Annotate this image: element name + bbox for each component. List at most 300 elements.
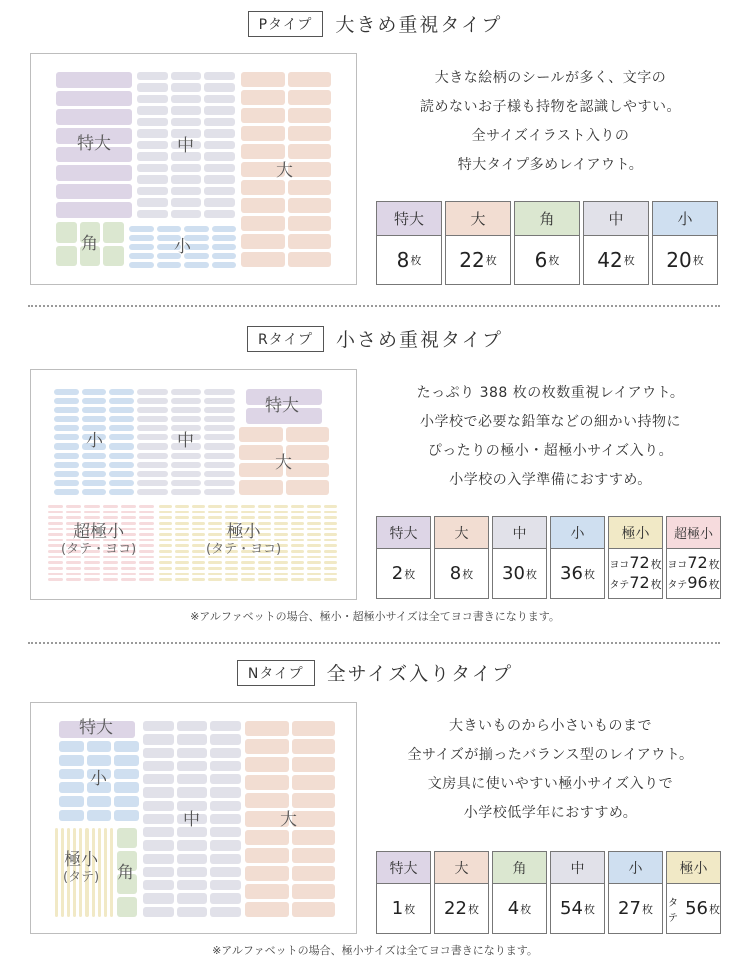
- n-count-number: 56: [685, 898, 708, 919]
- sticker-cell: [54, 434, 79, 440]
- sticker-cell: [204, 480, 235, 486]
- sticker-cell: [192, 573, 205, 576]
- p-count-unit: 枚: [548, 254, 560, 267]
- sticker-cell: [239, 427, 283, 442]
- r-count-header: 小: [551, 517, 604, 549]
- sticker-row: [48, 511, 154, 514]
- sticker-cell: [48, 578, 63, 581]
- n-label-gokusho: [63, 850, 99, 886]
- sticker-row: [129, 262, 236, 268]
- sticker-cell: [82, 462, 107, 468]
- sticker-cell: [177, 787, 208, 797]
- sticker-cell: [56, 246, 77, 267]
- p-sheet-layout: [30, 53, 357, 285]
- sticker-cell: [192, 516, 205, 519]
- r-count-value: [667, 549, 720, 598]
- sticker-cell: [204, 152, 235, 160]
- r-count-prefix: ヨコ: [609, 559, 630, 571]
- n-footnote: ※アルファベットの場合、極小サイズは全てヨコ書きになります。: [212, 944, 538, 957]
- sticker-cell: [82, 389, 107, 395]
- sticker-cell: [175, 533, 188, 536]
- sticker-cell: [171, 407, 202, 413]
- sticker-cell: [117, 828, 137, 848]
- sticker-row: [241, 90, 331, 105]
- sticker-row: [143, 893, 241, 903]
- sticker-cell: [121, 561, 136, 564]
- r-label-chogokusho: [61, 522, 136, 558]
- sticker-cell: [204, 443, 235, 449]
- sticker-cell: [307, 516, 320, 519]
- r-count-value: [609, 549, 662, 598]
- sticker-cell: [139, 544, 154, 547]
- sticker-cell: [241, 252, 285, 267]
- sticker-cell: [139, 573, 154, 576]
- sticker-cell: [54, 416, 79, 422]
- sticker-cell: [192, 556, 205, 559]
- sticker-cell: [307, 539, 320, 542]
- sticker-cell: [192, 544, 205, 547]
- sticker-cell: [204, 118, 235, 126]
- p-count-number: 42: [597, 248, 623, 272]
- sticker-cell: [121, 505, 136, 508]
- sticker-cell: [292, 757, 336, 772]
- p-count-chu: [583, 201, 649, 285]
- p-label-dai: 大: [276, 161, 293, 181]
- sticker-cell: [241, 511, 254, 514]
- n-desc-line: 全サイズが揃ったバランス型のレイアウト。: [407, 747, 694, 763]
- sticker-row: [137, 398, 235, 404]
- sticker-cell: [324, 505, 337, 508]
- n-count-header: 中: [551, 852, 604, 884]
- sticker-cell: [177, 880, 208, 890]
- sticker-row: [159, 567, 337, 570]
- sticker-cell: [212, 235, 237, 241]
- p-type-badge: Pタイプ: [248, 11, 324, 37]
- sticker-cell: [171, 175, 202, 183]
- sticker-cell: [324, 539, 337, 542]
- sticker-cell: [109, 443, 134, 449]
- sticker-cell: [274, 561, 287, 564]
- sticker-row: [241, 108, 331, 123]
- sticker-cell: [87, 755, 112, 766]
- sticker-cell: [84, 567, 99, 570]
- sticker-cell: [241, 90, 285, 105]
- n-count-value: [609, 884, 662, 933]
- sticker-cell: [288, 72, 332, 87]
- sticker-cell: [177, 734, 208, 744]
- r-count-unit: 枚: [404, 567, 416, 581]
- sticker-cell: [291, 533, 304, 536]
- sticker-cell: [139, 528, 154, 531]
- sticker-cell: [159, 556, 172, 559]
- sticker-cell: [103, 578, 118, 581]
- sticker-row: [143, 907, 241, 917]
- r-count-sho: [550, 516, 605, 599]
- sticker-cell: [137, 389, 168, 395]
- sticker-cell: [137, 407, 168, 413]
- sticker-row: [143, 761, 241, 771]
- sticker-cell: [324, 573, 337, 576]
- p-count-table: [376, 201, 718, 285]
- sticker-cell: [54, 425, 79, 431]
- sticker-cell: [177, 907, 208, 917]
- sticker-cell: [137, 489, 168, 495]
- sticker-cell: [241, 516, 254, 519]
- r-type-header: [0, 325, 750, 352]
- sticker-row: [48, 573, 154, 576]
- sticker-cell: [288, 180, 332, 195]
- sticker-cell: [82, 398, 107, 404]
- sticker-cell: [137, 187, 168, 195]
- sticker-cell: [291, 578, 304, 581]
- sticker-row: [143, 840, 241, 850]
- sticker-row: [137, 175, 235, 183]
- p-count-kado: [514, 201, 580, 285]
- sticker-cell: [192, 522, 205, 525]
- sticker-row: [143, 734, 241, 744]
- sticker-cell: [159, 573, 172, 576]
- sticker-cell: [258, 561, 271, 564]
- sticker-cell: [324, 516, 337, 519]
- sticker-cell: [137, 141, 168, 149]
- sticker-row: [241, 252, 331, 267]
- sticker-row: [143, 787, 241, 797]
- sticker-cell: [171, 164, 202, 172]
- sticker-cell: [184, 226, 209, 232]
- n-count-value: [377, 884, 430, 933]
- n-label-gokusho-main: 極小: [64, 850, 99, 870]
- sticker-cell: [139, 522, 154, 525]
- sticker-row: [241, 180, 331, 195]
- sticker-cell: [103, 561, 118, 564]
- sticker-cell: [225, 561, 238, 564]
- sticker-cell: [56, 72, 132, 88]
- p-label-chu: 中: [177, 136, 194, 156]
- n-label-dai: 大: [280, 810, 297, 830]
- n-count-unit: 枚: [641, 902, 653, 916]
- sticker-cell: [225, 505, 238, 508]
- sticker-cell: [286, 427, 330, 442]
- sticker-cell: [210, 748, 241, 758]
- sticker-cell: [87, 810, 112, 821]
- sticker-cell: [159, 578, 172, 581]
- sticker-cell: [59, 810, 84, 821]
- sticker-row: [137, 389, 235, 395]
- sticker-row: [245, 739, 335, 754]
- sticker-row: [159, 511, 337, 514]
- sticker-cell: [291, 516, 304, 519]
- p-description: [378, 64, 723, 180]
- sticker-cell: [143, 721, 174, 731]
- sticker-cell: [159, 533, 172, 536]
- sticker-cell: [143, 893, 174, 903]
- sticker-cell: [204, 434, 235, 440]
- sticker-cell: [192, 561, 205, 564]
- r-count-table: [376, 516, 721, 599]
- sticker-cell: [291, 561, 304, 564]
- n-count-value: [551, 884, 604, 933]
- sticker-cell: [159, 505, 172, 508]
- sticker-cell: [210, 787, 241, 797]
- sticker-cell: [121, 511, 136, 514]
- n-count-kado: [492, 851, 547, 934]
- sticker-cell: [171, 72, 202, 80]
- sticker-cell: [139, 533, 154, 536]
- r-count-tokudai: [376, 516, 431, 599]
- sticker-cell: [171, 471, 202, 477]
- sticker-cell: [66, 567, 81, 570]
- sticker-cell: [159, 539, 172, 542]
- n-count-value: [493, 884, 546, 933]
- sticker-cell: [137, 434, 168, 440]
- sticker-cell: [143, 787, 174, 797]
- sticker-cell: [241, 72, 285, 87]
- sticker-row: [48, 505, 154, 508]
- sticker-cell: [208, 578, 221, 581]
- sticker-cell: [143, 814, 174, 824]
- sticker-cell: [82, 489, 107, 495]
- sticker-row: [143, 748, 241, 758]
- n-count-unit: 枚: [520, 902, 532, 916]
- r-count-number: 72: [629, 552, 650, 572]
- r-count-unit: 枚: [708, 557, 720, 571]
- sticker-cell: [137, 416, 168, 422]
- sticker-cell: [171, 480, 202, 486]
- r-count-header: 特大: [377, 517, 430, 549]
- sticker-row: [241, 216, 331, 231]
- sticker-cell: [137, 462, 168, 468]
- sticker-cell: [245, 739, 289, 754]
- sticker-cell: [171, 416, 202, 422]
- sticker-cell: [82, 453, 107, 459]
- n-count-number: 27: [618, 898, 641, 919]
- sticker-cell: [307, 528, 320, 531]
- sticker-cell: [82, 407, 107, 413]
- sticker-cell: [54, 462, 79, 468]
- sticker-cell: [291, 539, 304, 542]
- sticker-cell: [114, 796, 139, 807]
- sticker-cell: [121, 573, 136, 576]
- sticker-cell: [137, 118, 168, 126]
- sticker-cell: [204, 398, 235, 404]
- r-label-chogokusho-main: 超極小: [73, 522, 125, 542]
- sticker-cell: [117, 897, 137, 917]
- n-label-chu: 中: [183, 810, 200, 830]
- sticker-cell: [210, 721, 241, 731]
- p-count-sho: [652, 201, 718, 285]
- sticker-cell: [274, 511, 287, 514]
- sticker-cell: [245, 884, 289, 899]
- sticker-cell: [143, 880, 174, 890]
- sticker-cell: [210, 774, 241, 784]
- r-count-tate: [609, 574, 661, 594]
- r-count-unit: 枚: [650, 577, 662, 591]
- sticker-cell: [137, 95, 168, 103]
- sticker-row: [137, 480, 235, 486]
- sticker-cell: [245, 902, 289, 917]
- section-divider: [28, 642, 720, 644]
- sticker-cell: [171, 83, 202, 91]
- r-label-gokusho-main: 極小: [226, 522, 261, 542]
- sticker-cell: [129, 235, 154, 241]
- p-desc-line: 読めないお子様も持物を認識しやすい。: [420, 99, 681, 115]
- sticker-row: [143, 880, 241, 890]
- sticker-cell: [288, 126, 332, 141]
- r-count-number: 30: [502, 563, 525, 584]
- sticker-cell: [291, 544, 304, 547]
- sticker-cell: [54, 389, 79, 395]
- sticker-cell: [56, 91, 132, 107]
- p-desc-line: 特大タイプ多めレイアウト。: [457, 157, 644, 173]
- sticker-cell: [157, 226, 182, 232]
- r-type-badge: Rタイプ: [247, 326, 324, 352]
- sticker-row: [137, 118, 235, 126]
- sticker-cell: [82, 471, 107, 477]
- sticker-cell: [129, 226, 154, 232]
- sticker-cell: [159, 561, 172, 564]
- sticker-cell: [192, 528, 205, 531]
- sticker-row: [245, 830, 335, 845]
- sticker-cell: [258, 516, 271, 519]
- sticker-cell: [192, 550, 205, 553]
- sticker-cell: [66, 516, 81, 519]
- r-count-prefix: タテ: [667, 579, 688, 591]
- sticker-cell: [291, 528, 304, 531]
- sticker-cell: [241, 108, 285, 123]
- r-count-prefix: タテ: [609, 579, 630, 591]
- sticker-cell: [274, 573, 287, 576]
- sticker-cell: [54, 471, 79, 477]
- sticker-cell: [292, 739, 336, 754]
- sticker-row: [54, 471, 134, 477]
- sticker-cell: [109, 407, 134, 413]
- sticker-cell: [84, 578, 99, 581]
- p-count-value: [515, 236, 579, 284]
- p-count-header: 大: [446, 202, 510, 236]
- sticker-cell: [204, 106, 235, 114]
- sticker-cell: [103, 222, 124, 243]
- sticker-row: [129, 226, 236, 232]
- sticker-cell: [204, 407, 235, 413]
- r-label-gokusho: [206, 522, 281, 558]
- sticker-row: [245, 793, 335, 808]
- sticker-cell: [143, 748, 174, 758]
- sticker-cell: [139, 561, 154, 564]
- sticker-cell: [245, 866, 289, 881]
- sticker-row: [137, 489, 235, 495]
- n-type-badge: Nタイプ: [237, 660, 315, 686]
- sticker-row: [143, 854, 241, 864]
- r-count-unit: 枚: [650, 557, 662, 571]
- sticker-cell: [324, 522, 337, 525]
- sticker-cell: [137, 210, 168, 218]
- sticker-row: [245, 884, 335, 899]
- sticker-cell: [103, 516, 118, 519]
- r-count-unit: 枚: [525, 567, 537, 581]
- sticker-cell: [204, 198, 235, 206]
- sticker-cell: [59, 769, 84, 780]
- sticker-cell: [139, 550, 154, 553]
- sticker-cell: [84, 561, 99, 564]
- sticker-row: [54, 389, 134, 395]
- sticker-row: [245, 848, 335, 863]
- sticker-cell: [110, 828, 113, 917]
- sticker-cell: [55, 828, 58, 917]
- sticker-cell: [59, 782, 84, 793]
- sticker-row: [54, 453, 134, 459]
- sticker-cell: [241, 578, 254, 581]
- sticker-cell: [143, 867, 174, 877]
- sticker-row: [239, 480, 329, 495]
- sticker-cell: [324, 528, 337, 531]
- section-r-type: [0, 318, 750, 633]
- sticker-cell: [324, 556, 337, 559]
- sticker-cell: [139, 516, 154, 519]
- sticker-row: [117, 897, 137, 917]
- sticker-cell: [192, 567, 205, 570]
- sticker-cell: [245, 757, 289, 772]
- sticker-cell: [66, 505, 81, 508]
- r-count-unit: 枚: [583, 567, 595, 581]
- p-type-title: 大きめ重視タイプ: [335, 14, 503, 36]
- sticker-cell: [292, 721, 336, 736]
- sticker-cell: [143, 840, 174, 850]
- r-count-value: [551, 549, 604, 598]
- sticker-cell: [241, 505, 254, 508]
- sticker-cell: [258, 573, 271, 576]
- section-n-type: [0, 652, 750, 967]
- section-divider: [28, 305, 720, 307]
- r-footnote: ※アルファベットの場合、極小・超極小サイズは全てヨコ書きになります。: [190, 610, 560, 623]
- sticker-cell: [212, 253, 237, 259]
- sticker-row: [56, 202, 132, 218]
- sticker-cell: [274, 567, 287, 570]
- sticker-row: [241, 234, 331, 249]
- sticker-row: [245, 721, 335, 736]
- sticker-cell: [324, 511, 337, 514]
- sticker-cell: [307, 544, 320, 547]
- sticker-cell: [292, 848, 336, 863]
- sticker-cell: [109, 389, 134, 395]
- sticker-cell: [159, 567, 172, 570]
- sticker-cell: [114, 782, 139, 793]
- r-count-value: [377, 549, 430, 598]
- sticker-cell: [171, 389, 202, 395]
- sticker-cell: [159, 528, 172, 531]
- sticker-cell: [192, 511, 205, 514]
- sticker-row: [137, 407, 235, 413]
- sticker-cell: [204, 187, 235, 195]
- r-sheet-layout: [30, 369, 357, 600]
- sticker-cell: [139, 505, 154, 508]
- sticker-cell: [109, 434, 134, 440]
- sticker-cell: [137, 198, 168, 206]
- sticker-cell: [288, 144, 332, 159]
- sticker-cell: [241, 180, 285, 195]
- sticker-row: [54, 462, 134, 468]
- sticker-cell: [288, 234, 332, 249]
- sticker-cell: [307, 578, 320, 581]
- sticker-cell: [288, 90, 332, 105]
- p-label-sho: 小: [174, 237, 191, 257]
- n-count-sho: [608, 851, 663, 934]
- p-count-tokudai: [376, 201, 442, 285]
- r-count-header: 極小: [609, 517, 662, 549]
- r-label-sho: 小: [86, 431, 103, 451]
- sticker-row: [159, 561, 337, 564]
- n-desc-line: 文房具に使いやすい極小サイズ入りで: [427, 776, 674, 792]
- sticker-cell: [245, 721, 289, 736]
